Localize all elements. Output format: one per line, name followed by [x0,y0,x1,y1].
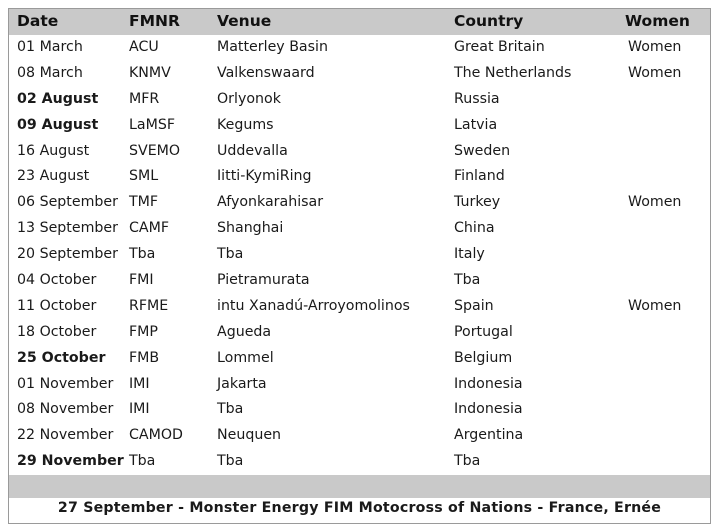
table-row [9,268,710,294]
cell-fmnr: RFME [129,297,169,314]
cell-fmnr: CAMOD [129,427,183,444]
cell-women: Women [628,39,682,55]
cell-fmnr: SML [129,168,159,185]
calendar-table [8,8,711,524]
cell-venue: Uddevalla [217,142,288,159]
cell-venue: Matterley Basin [217,39,328,55]
table-row [9,449,710,475]
cell-fmnr: Tba [129,453,156,470]
cell-fmnr: CAMF [129,220,170,237]
cell-date: 29 November [17,453,124,470]
cell-date: 18 October [17,323,97,340]
table-row [9,164,710,190]
cell-country: The Netherlands [454,64,572,81]
table-row [9,190,710,216]
cell-date: 02 August [17,90,99,107]
table-row [9,113,710,139]
cell-venue: Kegums [217,116,274,133]
table-row [9,139,710,165]
cell-venue: Tba [217,401,244,418]
cell-country: China [454,220,495,237]
cell-date: 08 November [17,401,114,418]
table-row [9,372,710,398]
cell-venue: Orlyonok [217,90,281,107]
cell-date: 13 September [17,220,118,237]
cell-date: 22 November [17,427,114,444]
cell-venue: Jakarta [217,375,267,392]
cell-date: 23 August [17,168,90,185]
cell-venue: Tba [217,246,244,263]
cell-venue: Shanghai [217,220,284,237]
cell-venue: Pietramurata [217,272,310,289]
cell-country: Spain [454,297,494,314]
cell-country: Tba [454,272,481,289]
cell-date: 08 March [17,64,83,81]
cell-country: Great Britain [454,39,545,55]
header-date: Date [17,12,59,30]
cell-country: Portugal [454,323,513,340]
cell-date: 04 October [17,272,97,289]
cell-women: Women [628,297,682,314]
footer-note: 27 September - Monster Energy FIM Motocross of Nations - France, Ernée [57,500,662,516]
cell-venue: Tba [217,453,244,470]
table-row [9,242,710,268]
cell-date: 20 September [17,246,118,263]
cell-date: 01 March [17,39,83,55]
cell-women: Women [628,64,682,81]
cell-fmnr: FMP [129,323,158,340]
header-women: Women [625,12,690,30]
cell-country: Indonesia [454,401,523,418]
cell-country: Tba [454,453,481,470]
cell-date: 11 October [17,297,97,314]
cell-venue: Valkenswaard [217,64,315,81]
cell-venue: intu Xanadú-Arroyomolinos [217,297,410,314]
cell-date: 01 November [17,375,114,392]
table-row [9,35,710,61]
cell-country: Sweden [454,142,511,159]
cell-fmnr: Tba [129,246,156,263]
cell-fmnr: LaMSF [129,116,176,133]
table-row [9,423,710,449]
table-row [9,397,710,423]
cell-country: Turkey [454,194,501,211]
cell-fmnr: TMF [129,194,159,211]
header-country: Country [454,12,524,30]
cell-fmnr: KNMV [129,64,171,81]
cell-country: Russia [454,90,500,107]
cell-country: Finland [454,168,505,185]
table-row [9,346,710,372]
cell-venue: Afyonkarahisar [217,194,324,211]
cell-date: 06 September [17,194,118,211]
table-header [9,9,710,35]
cell-date: 16 August [17,142,90,159]
cell-country: Latvia [454,116,498,133]
cell-fmnr: IMI [129,401,150,418]
header-fmnr: FMNR [129,12,180,30]
cell-date: 09 August [17,116,99,133]
cell-fmnr: FMB [129,349,160,366]
table-row [9,294,710,320]
table-row [9,61,710,87]
footer-band [9,475,710,498]
cell-fmnr: IMI [129,375,150,392]
cell-country: Belgium [454,349,513,366]
cell-country: Indonesia [454,375,523,392]
cell-venue: Lommel [217,349,274,366]
cell-fmnr: MFR [129,90,160,107]
cell-fmnr: SVEMO [129,142,181,159]
cell-women: Women [628,194,682,211]
cell-date: 25 October [17,349,106,366]
cell-country: Italy [454,246,485,263]
table-row [9,216,710,242]
table-row [9,87,710,113]
cell-fmnr: FMI [129,272,154,289]
cell-venue: Neuquen [217,427,282,444]
table-row [9,320,710,346]
cell-venue: Iitti-KymiRing [217,168,312,185]
cell-fmnr: ACU [129,39,159,55]
header-venue: Venue [217,12,272,30]
table-body [9,35,710,475]
cell-country: Argentina [454,427,524,444]
cell-venue: Agueda [217,323,272,340]
